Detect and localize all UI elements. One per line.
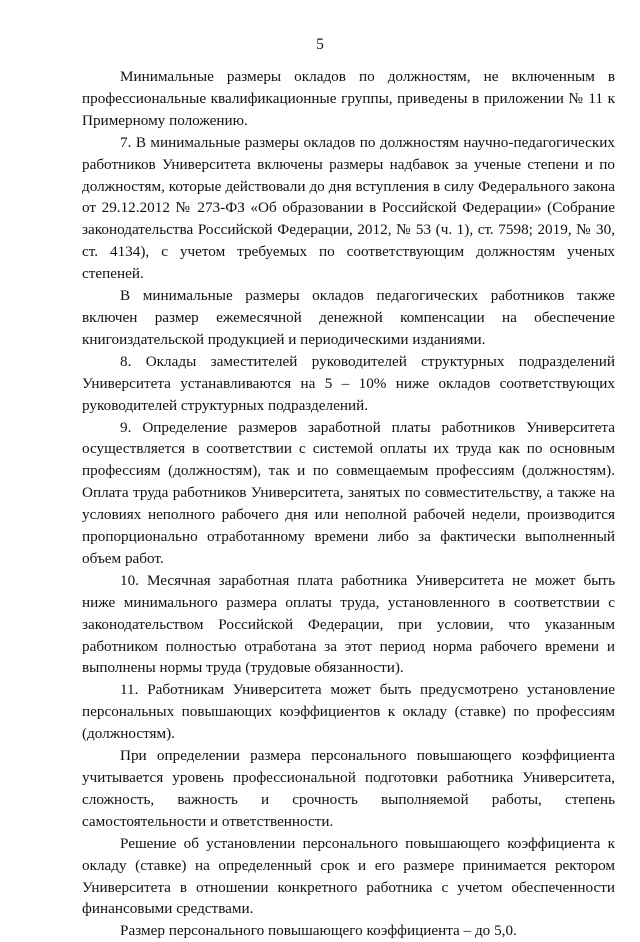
document-body	[82, 66, 615, 942]
paragraph-coefficient-decision: Решение об установлении персонального повышающего коэффициента к окладу (ставке) на определенный срок и его размере принимается ректором Университета в отношении конкретного работника с учетом обеспеченности финансовыми средствами.	[82, 834, 615, 918]
paragraph-9-salary-determination: 9. Определение размеров заработной платы работников Университета осуществляется в соответствии с системой оплаты их труда как по основным профессиям (должностям), так и по совмещаемым профессиям (должностям). Оплата труда работников Университета, занятых по совместительству, а также на условиях неполного рабочего дня или неполной рабочей недели, производится пропорционально отработанному времени либо за фактически выполненный объем работ.	[82, 418, 615, 567]
paragraph-8-deputy-salaries: 8. Оклады заместителей руководителей структурных подразделений Университета устанавливаются на 5 – 10% ниже окладов соответствующих руководителей структурных подразделений.	[82, 352, 615, 414]
paragraph-10-minimum-wage: 10. Месячная заработная плата работника Университета не может быть ниже минимального размера оплаты труда, установленного в соответствии с законодательством Российской Федерации, при условии, что указанным работником полностью отработана за этот период норма рабочего времени и выполнены нормы труда (трудовые обязанности).	[82, 571, 615, 677]
paragraph-coefficient-limit: Размер персонального повышающего коэффициента – до 5,0.	[120, 922, 517, 940]
paragraph-coefficient-criteria: При определении размера персонального повышающего коэффициента учитывается уровень профессиональной подготовки работника Университета, сложность, важность и срочность выполняемой работы, степень самостоятельности и ответственности.	[82, 747, 615, 830]
paragraph-11-personal-coefficients: 11. Работникам Университета может быть предусмотрено установление персональных повышающих коэффициентов к окладу (ставке) по профессиям (должностям).	[82, 681, 615, 743]
paragraph-salary-prof-groups: Минимальные размеры окладов по должностям, не включенным в профессиональные квалификационные группы, приведены в приложении № 11 к Примерному положению.	[82, 68, 615, 129]
paragraph-teaching-compensation: В минимальные размеры окладов педагогических работников также включен размер ежемесячной денежной компенсации на обеспечение книгоиздательской продукцией и периодическими изданиями.	[82, 287, 615, 348]
paragraph-7-academic-degrees: 7. В минимальные размеры окладов по должностям научно-педагогических работников Университета включены размеры надбавок за ученые степени и по должностям, которые действовали до дня вступления в силу Федерального закона от 29.12.2012 № 273-ФЗ «Об образовании в Российской Федерации» (Собрание законодательства Российской Федерации, 2012, № 53 (ч. 1), ст. 7598; 2019, № 30, ст. 4134), с учетом требуемых по соответствующим должностям ученых степеней.	[82, 133, 615, 283]
page-number: 5	[316, 36, 324, 53]
